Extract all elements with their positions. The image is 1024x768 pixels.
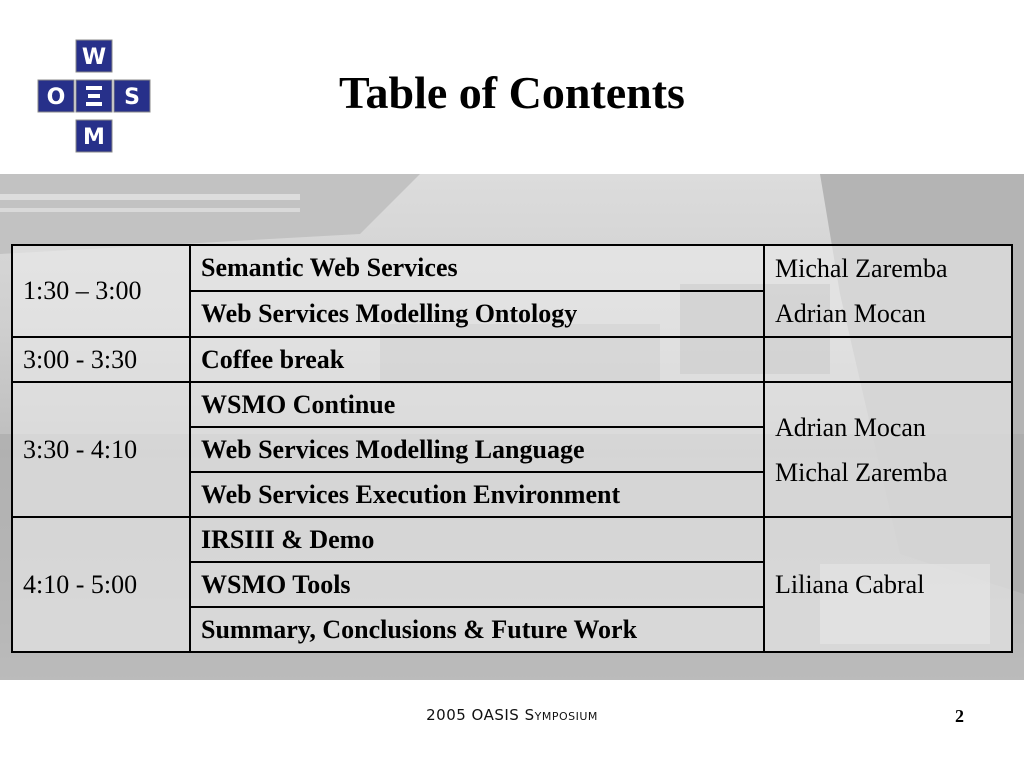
speaker-name: Michal Zaremba <box>775 254 948 283</box>
topic-cell: Summary, Conclusions & Future Work <box>190 607 764 652</box>
table-row <box>12 337 1012 382</box>
speaker-cell <box>764 517 1012 652</box>
time-cell: 1:30 – 3:00 <box>12 245 190 337</box>
topic-cell: Web Services Execution Environment <box>190 472 764 517</box>
speaker-name: Michal Zaremba <box>775 457 948 487</box>
speaker-cell <box>764 382 1012 517</box>
table-row <box>12 382 1012 427</box>
schedule-table <box>11 244 1013 653</box>
time-cell: 4:10 - 5:00 <box>12 517 190 652</box>
logo-letter-w: W <box>81 45 107 70</box>
topic-cell: Web Services Modelling Ontology <box>190 291 764 337</box>
time-cell: 3:00 - 3:30 <box>12 337 190 382</box>
table-row <box>12 245 1012 291</box>
table-row <box>12 517 1012 562</box>
speaker-name: Liliana Cabral <box>775 570 925 599</box>
time-cell: 3:30 - 4:10 <box>12 382 190 517</box>
topic-cell: WSMO Tools <box>190 562 764 607</box>
logo-letter-o: O <box>46 85 66 110</box>
logo-letter-s: S <box>124 85 140 110</box>
speaker-cell <box>764 337 1012 382</box>
topic-cell: Semantic Web Services <box>190 245 764 291</box>
speaker-cell <box>764 245 1012 337</box>
speaker-name: Adrian Mocan <box>775 299 926 328</box>
slide-title: Table of Contents <box>339 67 685 118</box>
topic-cell: WSMO Continue <box>190 382 764 427</box>
logo-letter-m: M <box>83 125 105 150</box>
slide-footer: 2005 OASIS Symposium <box>426 706 598 724</box>
speaker-name: Adrian Mocan <box>775 412 926 442</box>
topic-cell: Coffee break <box>190 337 764 382</box>
topic-cell: IRSIII & Demo <box>190 517 764 562</box>
topic-cell: Web Services Modelling Language <box>190 427 764 472</box>
page-number: 2 <box>955 706 964 726</box>
